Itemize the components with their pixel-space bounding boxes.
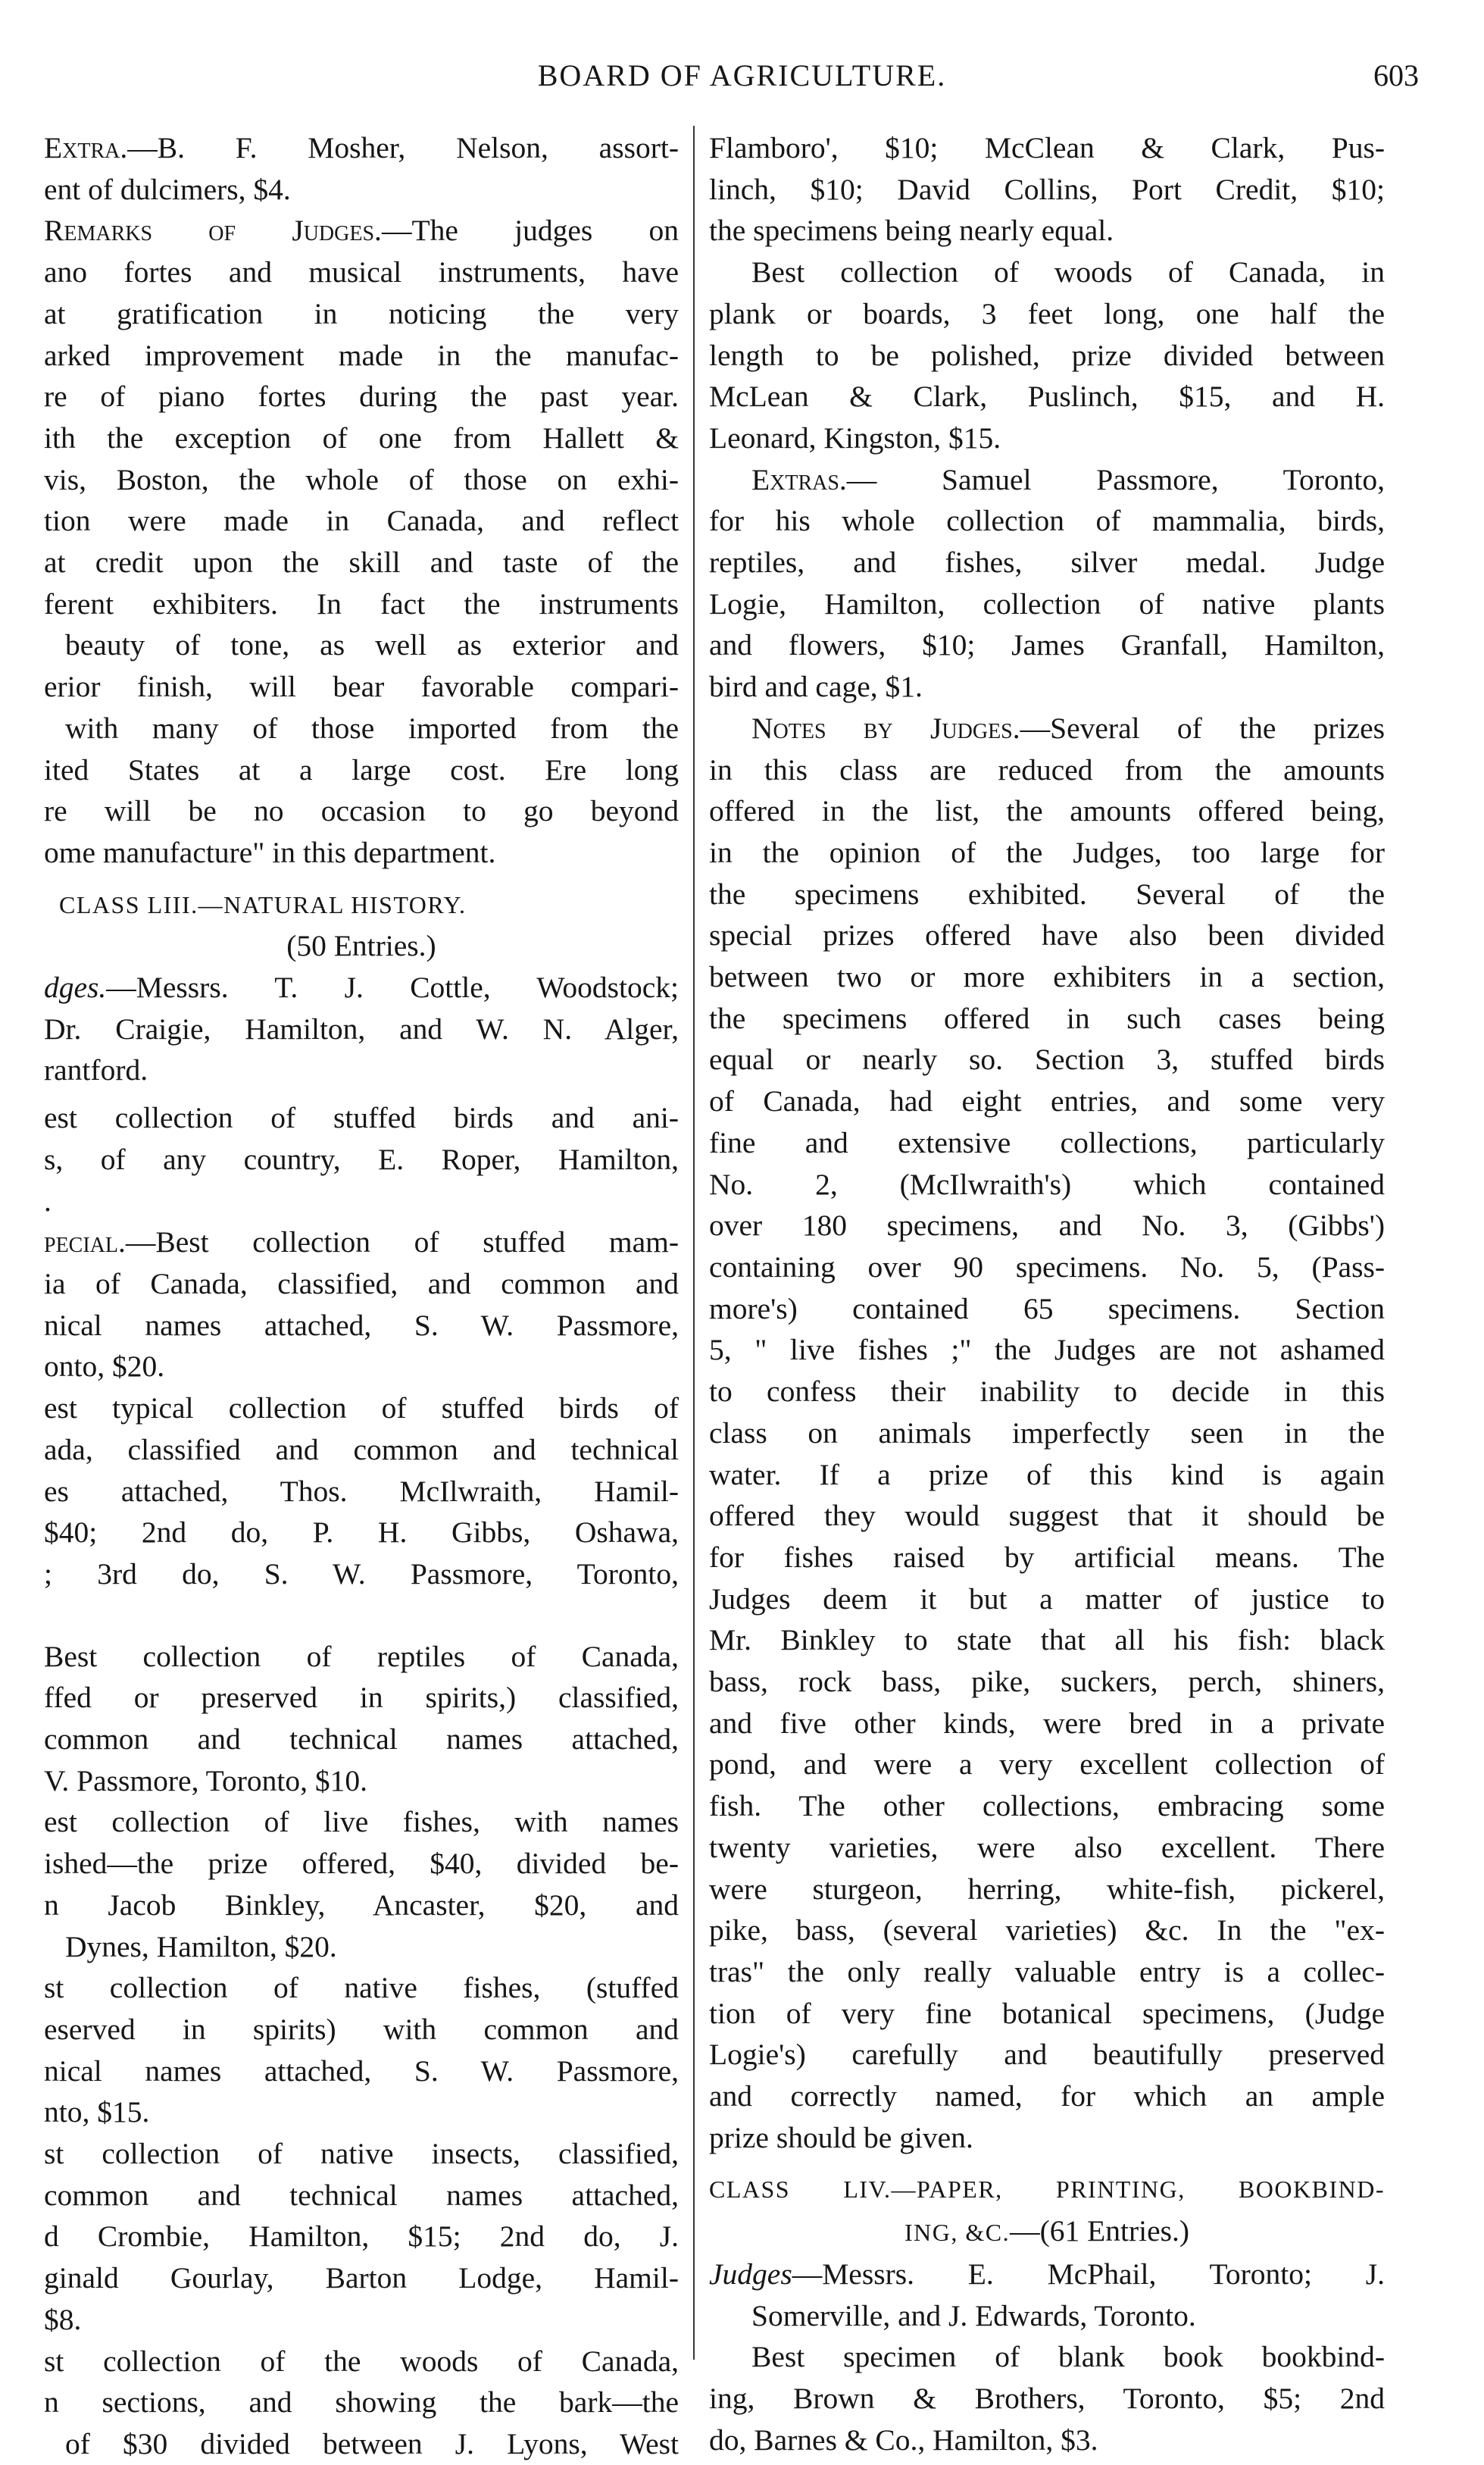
judges-paragraph: dges.—Messrs. T. J. Cottle, Woodstock;	[44, 971, 679, 1005]
column-divider	[693, 126, 695, 2360]
running-title: BOARD OF AGRICULTURE.	[537, 58, 947, 92]
extra-paragraph: Extra.—B. F. Mosher, Nelson, assort-	[44, 131, 679, 164]
special-paragraph: pecial.—Best collection of stuffed mam-	[44, 1225, 679, 1259]
page-header	[0, 55, 1484, 100]
class-liv-entries: —(61 Entries.)	[1010, 2214, 1190, 2248]
liv-judges-paragraph: Judges—Messrs. E. McPhail, Toronto; J.	[709, 2257, 1385, 2291]
class-liii-entries: (50 Entries.)	[286, 929, 436, 963]
notes-paragraph: Notes by Judges.—Several of the prizes	[751, 711, 1385, 745]
right-column: Flamboro', $10; McClean & Clark, Pus- linch, $10; David Collins, Port Credit, $10; the specimens being nearly equal. Best collection of woods of Canada, in plank or boards, 3 feet long, one half the length to be polished, prize divided between McLean & Clark, Puslinch, $15, and H. Leonard, Kingston, $15. Extras.— Samuel Passmore, Toronto, for his whole collection of mammalia, birds, reptiles, and fishes, silver medal. Judge Logie, Hamilton, collection of native plants and flowers, $10; James Granfall, Hamilton, bird and cage, $1. Notes by Judges.—Several of the prizes in this class are reduced from the amounts offered in the list, the amounts offered being, in the opinion of the Judges, too large for the specimens exhibited. Several of the special prizes offered have also been divided between two or more exhibiters in a section, the specimens offered in such cases being equal or nearly so. Section 3, stuffed birds of Canada, had eight entries, and some very fine and extensive collections, particularly No. 2, (McIlwraith's) which contained over 180 specimens, and No. 3, (Gibbs') containing over 90 specimens. No. 5, (Pass- more's) contained 65 specimens. Section 5, " live fishes ;" the Judges are not ashamed to confess their inability to decide in this class on animals imperfectly seen in the water. If a prize of this kind is again offered they would suggest that it should be for fishes raised by artificial means. The Judges deem it but a matter of justice to Mr. Binkley to state that all his fish: black bass, rock bass, pike, suckers, perch, shiners, and five other kinds, were bred in a private pond, and were a very excellent collection of fish. The other collections, embracing some twenty varieties, were also excellent. There were sturgeon, herring, white-fish, pickerel, pike, bass, (several varieties) &c. In the "ex- tras" the only really valuable entry is a collec- tion of very fine botanical specimens, (Judge Logie's) carefully and beautifully preserved and correctly named, for which an ample prize should be given. CLASS LIV.—PAPER, PRINTING, BOOKBIND- ING, &C.—(61 Entries.) Judges—Messrs. E. McPhail, Toronto; J. Somerville, and J. Edwards, Toronto. Best specimen of blank book bookbind- ing, Brown & Brothers, Toronto, $5; 2nd do, Barnes & Co., Hamilton, $3.	[709, 131, 1385, 2457]
remarks-paragraph: Remarks of Judges.—The judges on	[44, 214, 679, 248]
extras-label: Extras.	[751, 462, 847, 496]
page-number: 603	[1373, 58, 1419, 92]
class-liv-subheading: ING, &C.—(61 Entries.)	[904, 2214, 1190, 2248]
left-column: Extra.—B. F. Mosher, Nelson, assort- ent of dulcimers, $4. Remarks of Judges.—The judges on ano fortes and musical instruments, have at gratification in noticing the very arked improvement made in the manufac- re of piano fortes during the past year. ith the exception of one from Hallett & vis, Boston, the whole of those on exhi- tion were made in Canada, and reflect at credit upon the skill and taste of the ferent exhibiters. In fact the instruments beauty of tone, as well as exterior and erior finish, will bear favorable compari- with many of those imported from the ited States at a large cost. Ere long re will be no occasion to go beyond ome manufacture" in this department. CLASS LIII.—NATURAL HISTORY. (50 Entries.) dges.—Messrs. T. J. Cottle, Woodstock; Dr. Craigie, Hamilton, and W. N. Alger, rantford. est collection of stuffed birds and ani- s, of any country, E. Roper, Hamilton, . pecial.—Best collection of stuffed mam- ia of Canada, classified, and common and nical names attached, S. W. Passmore, onto, $20. est typical collection of stuffed birds of ada, classified and common and technical es attached, Thos. McIlwraith, Hamil- $40; 2nd do, P. H. Gibbs, Oshawa, ; 3rd do, S. W. Passmore, Toronto, Best collection of reptiles of Canada, ffed or preserved in spirits,) classified, common and technical names attached, V. Passmore, Toronto, $10. est collection of live fishes, with names ished—the prize offered, $40, divided be- n Jacob Binkley, Ancaster, $20, and Dynes, Hamilton, $20. st collection of native fishes, (stuffed eserved in spirits) with common and nical names attached, S. W. Passmore, nto, $15. st collection of native insects, classified, common and technical names attached, d Crombie, Hamilton, $15; 2nd do, J. ginald Gourlay, Barton Lodge, Hamil- $8. st collection of the woods of Canada, n sections, and showing the bark—the of $30 divided between J. Lyons, West	[44, 127, 679, 2385]
remarks-label: Remarks of Judges.	[44, 214, 382, 248]
judges-label: dges.	[44, 971, 107, 1005]
notes-label: Notes by Judges.	[751, 711, 1020, 745]
extras-paragraph: Extras.— Samuel Passmore, Toronto,	[751, 462, 1385, 496]
class-liii-heading: CLASS LIII.—NATURAL HISTORY.	[59, 890, 467, 918]
liv-judges-label: Judges	[709, 2257, 792, 2291]
extra-label: Extra.	[44, 131, 128, 164]
class-liv-heading: CLASS LIV.—PAPER, PRINTING, BOOKBIND-	[709, 2176, 1385, 2204]
special-label: pecial.	[44, 1225, 126, 1259]
